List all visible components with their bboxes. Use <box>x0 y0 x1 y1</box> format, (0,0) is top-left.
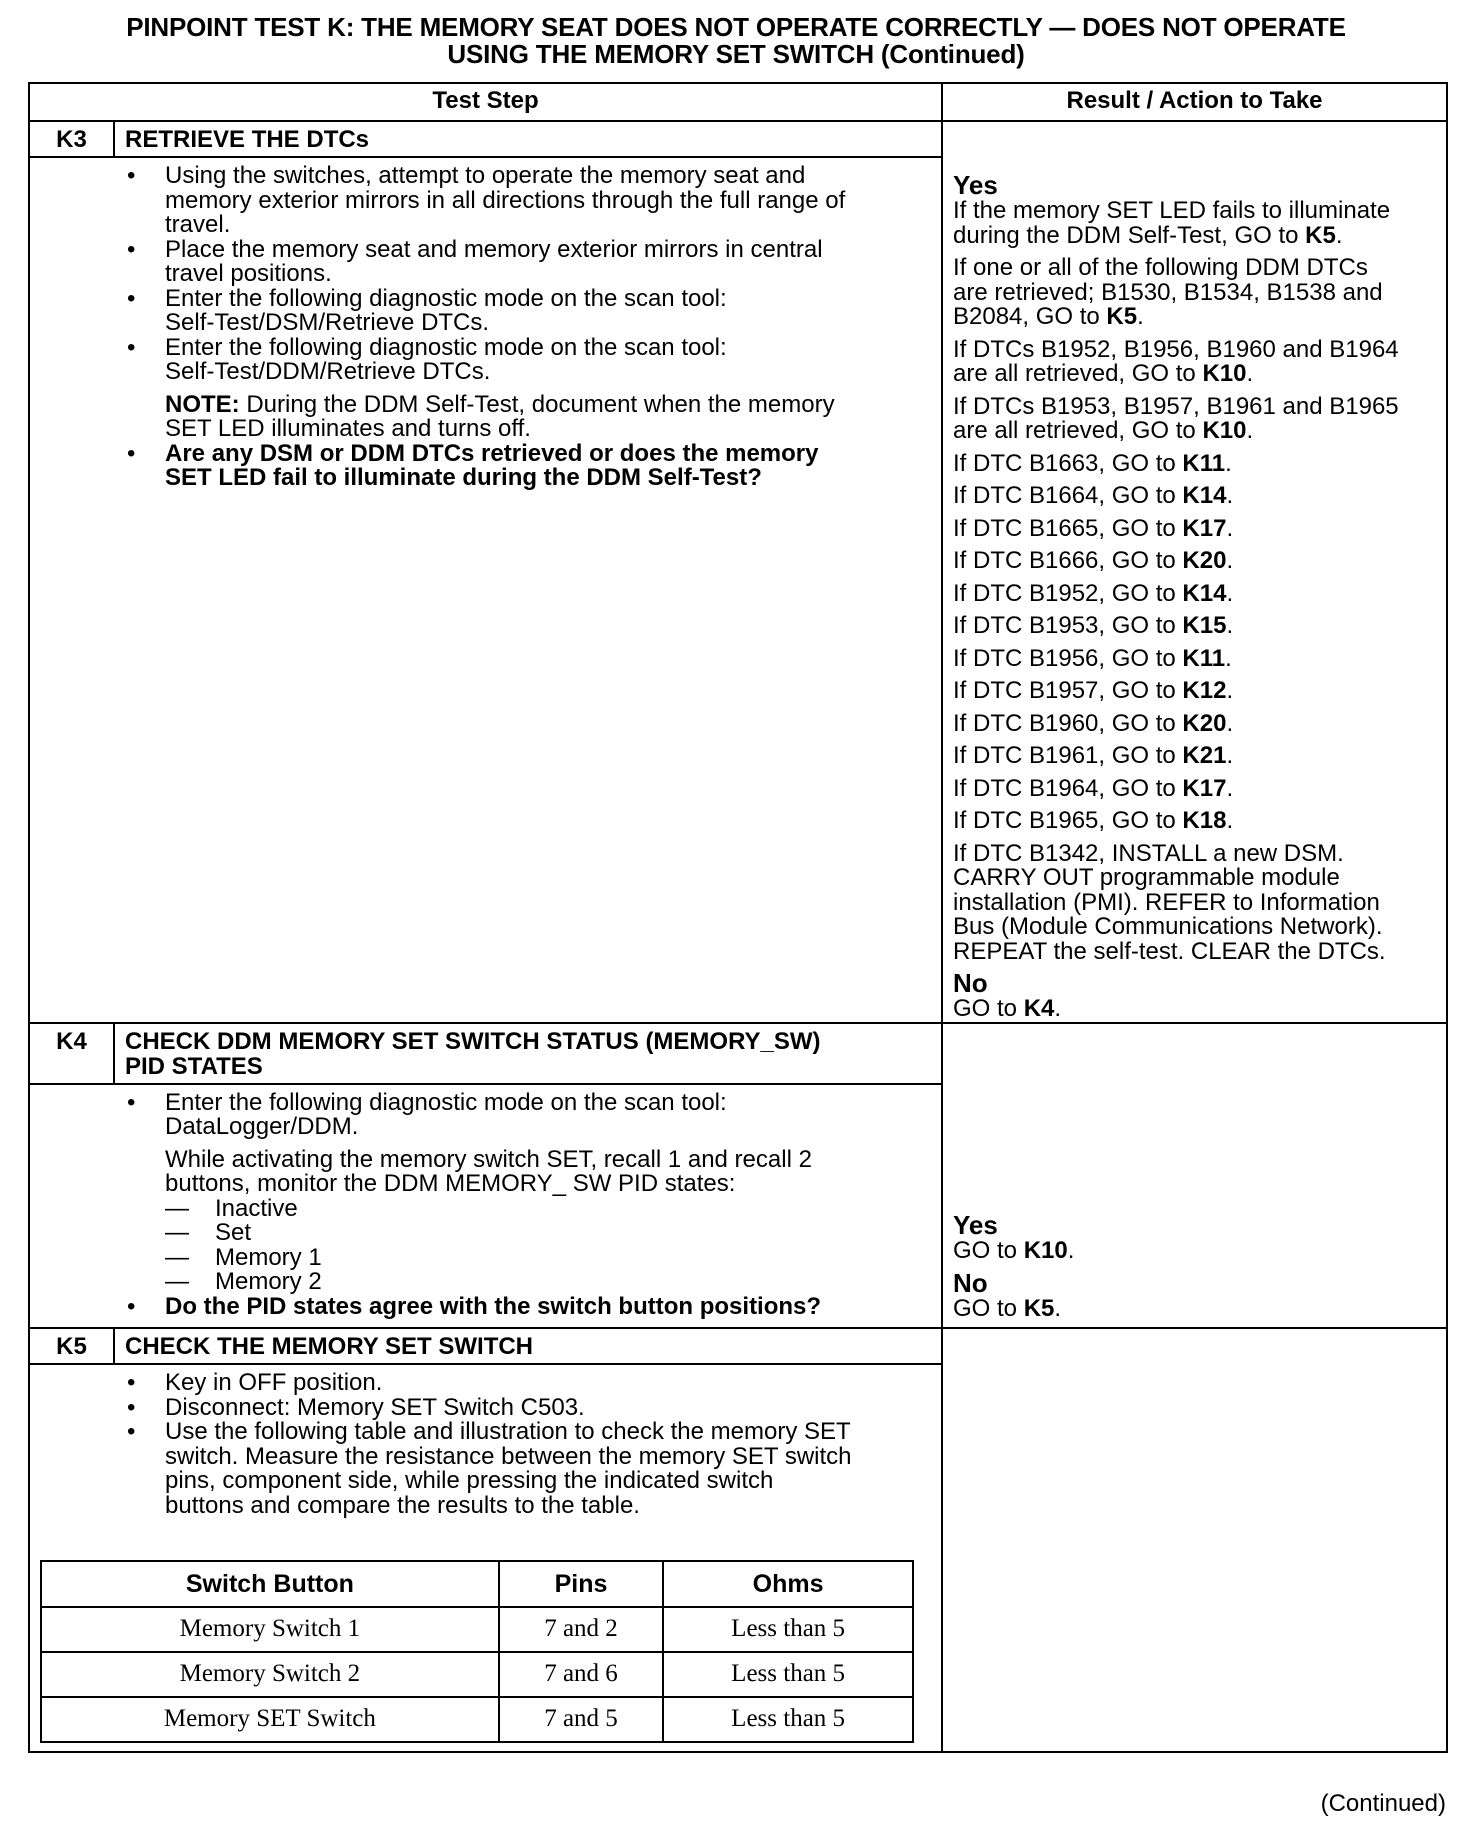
text-line <box>165 1088 941 1116</box>
text-segment: If DTC B1965, GO to <box>953 807 1183 834</box>
result-no-heading: No <box>953 1267 988 1298</box>
result-action <box>953 839 1436 965</box>
text-line <box>953 888 1436 916</box>
test-step-cell <box>30 1329 943 1751</box>
table-cell: 7 and 6 <box>499 1652 663 1697</box>
bullet-marker: • <box>127 1393 136 1421</box>
text-segment: If DTC B1961, GO to <box>953 742 1183 769</box>
text-segment: Memory 2 <box>215 1268 322 1295</box>
text-segment: . <box>1335 221 1343 249</box>
table-cell: Memory Switch 1 <box>41 1607 499 1652</box>
bold-text: K14 <box>1182 579 1227 607</box>
text-segment: Disconnect: Memory SET Switch C503. <box>165 1393 585 1421</box>
step-header <box>30 122 941 158</box>
text-line <box>165 333 941 361</box>
result-action <box>953 614 1436 639</box>
text-line <box>165 262 941 287</box>
text-segment: Use the following table and illustration to check the memory SET <box>165 1418 851 1445</box>
text-line <box>953 709 1436 737</box>
text-segment: DataLogger/DDM. <box>165 1113 359 1140</box>
text-line <box>953 278 1436 306</box>
text-segment: . <box>1054 995 1062 1022</box>
text-line <box>953 484 1436 509</box>
pinpoint-test-table <box>28 82 1448 1753</box>
bullet-item <box>115 333 941 385</box>
bold-text: K5 <box>1023 1294 1055 1322</box>
text-segment: If DTC B1666, GO to <box>953 547 1183 574</box>
column-header: Pins <box>499 1561 663 1607</box>
bold-text: K17 <box>1182 514 1227 542</box>
text-line <box>953 449 1436 477</box>
text-segment: . <box>1226 709 1234 737</box>
result-cell <box>943 1024 1446 1328</box>
step-row-k4 <box>30 1024 1446 1330</box>
result-action <box>953 709 1436 737</box>
note-item <box>115 1145 941 1197</box>
step-body <box>30 1085 941 1328</box>
bullet-item <box>115 284 941 336</box>
text-line <box>165 235 941 263</box>
step-header <box>30 1024 941 1085</box>
continued-label: (Continued) <box>1320 1790 1446 1817</box>
text-segment: SET LED illuminates and turns off. <box>165 415 531 442</box>
column-header: Ohms <box>663 1561 913 1607</box>
text-line <box>165 213 941 238</box>
text-segment: If DTCs B1953, B1957, B1961 and B1965 <box>953 392 1399 420</box>
step-title-line: CHECK DDM MEMORY SET SWITCH STATUS (MEMORY_SW) <box>125 1027 821 1055</box>
text-line <box>165 1420 941 1445</box>
text-segment: . <box>1225 644 1232 672</box>
bullet-marker: • <box>127 162 136 189</box>
text-segment: . <box>1226 742 1234 769</box>
bold-text: Do the PID states agree with the switch button positions? <box>165 1292 822 1320</box>
text-segment: Place the memory seat and memory exterior mirrors in central <box>165 235 823 263</box>
text-segment: If DTC B1665, GO to <box>953 514 1183 542</box>
step-header <box>30 1329 941 1365</box>
text-segment: memory exterior mirrors in all directions through the full range of <box>165 186 846 214</box>
text-line <box>953 579 1436 607</box>
text-segment: . <box>1226 677 1234 704</box>
step-title-line: RETRIEVE THE DTCs <box>125 126 370 153</box>
table-row <box>41 1607 913 1652</box>
text-line <box>165 1115 941 1140</box>
text-segment: If DTC B1952, GO to <box>953 579 1183 607</box>
dash-item <box>115 1243 941 1271</box>
text-segment: pins, component side, while pressing the indicated switch <box>165 1467 774 1494</box>
text-segment: . <box>1246 360 1254 387</box>
result-action <box>953 809 1436 834</box>
bold-text: K5 <box>1106 303 1138 330</box>
text-line <box>165 439 941 467</box>
text-line <box>953 1294 1436 1322</box>
text-segment: If the memory SET LED fails to illuminate <box>953 197 1391 224</box>
text-segment: If DTC B1957, GO to <box>953 677 1183 704</box>
text-line <box>215 1194 941 1222</box>
table-cell: Less than 5 <box>663 1607 913 1652</box>
bullet-marker: • <box>127 235 136 263</box>
text-segment: . <box>1226 807 1234 834</box>
text-segment: installation (PMI). REFER to Information <box>953 888 1380 916</box>
text-segment: . <box>1226 579 1234 607</box>
bold-text: K11 <box>1182 449 1226 477</box>
result-action <box>953 392 1436 444</box>
bold-text: K14 <box>1182 482 1227 509</box>
text-segment: Enter the following diagnostic mode on the scan tool: <box>165 284 727 312</box>
text-segment: If DTC B1964, GO to <box>953 774 1183 802</box>
bold-text: Are any DSM or DDM DTCs retrieved or does the memory <box>165 439 819 467</box>
dash-marker: — <box>165 1194 189 1222</box>
dash-item <box>115 1270 941 1295</box>
bold-text: NOTE: <box>165 390 240 418</box>
result-header: Result / Action to Take <box>1066 87 1323 114</box>
text-line <box>953 256 1436 281</box>
result-no-heading: No <box>953 968 988 998</box>
bold-text: K18 <box>1182 807 1227 834</box>
text-segment: If DTC B1960, GO to <box>953 709 1183 737</box>
text-line <box>953 937 1436 965</box>
text-line <box>953 392 1436 420</box>
text-line <box>165 1145 941 1173</box>
text-segment: REPEAT the self-test. CLEAR the DTCs. <box>953 937 1386 965</box>
text-segment: Using the switches, attempt to operate the memory seat and <box>165 162 806 189</box>
text-line <box>165 390 941 418</box>
text-segment: are all retrieved, GO to <box>953 360 1203 387</box>
text-line <box>165 1172 941 1197</box>
text-segment: are all retrieved, GO to <box>953 417 1203 444</box>
bullet-marker: • <box>127 1418 136 1445</box>
result-action <box>953 199 1436 248</box>
bullet-item <box>115 1292 941 1320</box>
text-segment: . <box>1226 547 1234 574</box>
text-line <box>953 774 1436 802</box>
text-line <box>953 744 1436 769</box>
step-title-line: PID STATES <box>125 1052 263 1080</box>
text-segment: . <box>1054 1294 1062 1322</box>
text-line <box>953 866 1436 891</box>
text-segment: buttons and compare the results to the table. <box>165 1491 640 1519</box>
text-segment: travel. <box>165 211 231 238</box>
table-header <box>30 84 1446 122</box>
result-action <box>953 1239 1436 1264</box>
bullet-item <box>115 439 941 491</box>
text-segment: If DTC B1953, GO to <box>953 612 1183 639</box>
text-line <box>165 360 941 385</box>
text-line <box>953 839 1436 867</box>
result-action <box>953 549 1436 574</box>
step-id: K5 <box>30 1329 115 1363</box>
step-title-line: CHECK THE MEMORY SET SWITCH <box>125 1333 534 1360</box>
step-title <box>115 1024 831 1083</box>
text-line <box>215 1221 941 1246</box>
text-line <box>953 335 1436 363</box>
step-id: K4 <box>30 1024 115 1083</box>
text-segment: GO to <box>953 1237 1024 1264</box>
text-line <box>953 419 1436 444</box>
result-action <box>953 997 1436 1022</box>
text-line <box>165 466 941 491</box>
test-step-cell <box>30 122 943 1022</box>
title-line: USING THE MEMORY SET SWITCH (Continued) <box>447 39 1025 69</box>
result-action <box>953 579 1436 607</box>
bold-text: K10 <box>1023 1237 1068 1264</box>
table-row <box>41 1697 913 1742</box>
text-segment: Set <box>215 1219 252 1246</box>
dash-item <box>115 1221 941 1246</box>
table-cell: 7 and 5 <box>499 1697 663 1742</box>
test-step-cell <box>30 1024 943 1328</box>
text-segment: buttons, monitor the DDM MEMORY_ SW PID states: <box>165 1170 736 1197</box>
text-segment: . <box>1067 1237 1075 1264</box>
bold-text: K10 <box>1202 360 1247 387</box>
text-line <box>953 514 1436 542</box>
text-segment: travel positions. <box>165 260 332 287</box>
result-action <box>953 514 1436 542</box>
text-segment: Memory 1 <box>215 1243 322 1271</box>
result-action <box>953 744 1436 769</box>
text-line <box>953 614 1436 639</box>
text-segment: . <box>1246 417 1254 444</box>
text-segment: during the DDM Self-Test, GO to <box>953 221 1306 249</box>
result-yes-heading: Yes <box>953 1210 998 1240</box>
table-cell: Less than 5 <box>663 1652 913 1697</box>
bold-text: K20 <box>1182 709 1227 737</box>
step-title <box>115 122 379 156</box>
text-segment: . <box>1226 482 1234 509</box>
text-line <box>165 1393 941 1421</box>
text-segment: B2084, GO to <box>953 303 1107 330</box>
text-line <box>215 1270 941 1295</box>
text-segment: If one or all of the following DDM DTCs <box>953 254 1368 281</box>
bullet-item <box>115 1371 941 1396</box>
text-line <box>953 809 1436 834</box>
bullet-item <box>115 1393 941 1421</box>
title-line: PINPOINT TEST K: THE MEMORY SEAT DOES NOT OPERATE CORRECTLY — DOES NOT OPERATE <box>126 12 1346 42</box>
table-cell: Memory Switch 2 <box>41 1652 499 1697</box>
text-line <box>953 362 1436 387</box>
text-segment: Self-Test/DDM/Retrieve DTCs. <box>165 358 491 385</box>
text-line <box>165 186 941 214</box>
step-row-k3 <box>30 122 1446 1024</box>
text-line <box>953 915 1436 940</box>
text-line <box>165 164 941 189</box>
result-action <box>953 1294 1436 1322</box>
bold-text: K11 <box>1182 644 1226 672</box>
table-cell: Memory SET Switch <box>41 1697 499 1742</box>
text-line <box>953 199 1436 224</box>
text-line <box>953 679 1436 704</box>
bullet-marker: • <box>127 284 136 312</box>
bullet-marker: • <box>127 333 136 361</box>
text-line <box>165 1371 941 1396</box>
text-segment: . <box>1226 612 1234 639</box>
bold-text: K5 <box>1305 221 1336 249</box>
text-segment: . <box>1225 449 1232 477</box>
text-segment: Enter the following diagnostic mode on the scan tool: <box>165 333 727 361</box>
step-body <box>30 1365 941 1751</box>
text-line <box>953 549 1436 574</box>
text-segment: If DTC B1956, GO to <box>953 644 1183 672</box>
bold-text: K12 <box>1182 677 1227 704</box>
step-row-k5 <box>30 1329 1446 1751</box>
text-segment: If DTC B1664, GO to <box>953 482 1183 509</box>
bullet-item <box>115 1088 941 1140</box>
table-header-row <box>41 1561 913 1607</box>
text-segment: If DTC B1663, GO to <box>953 449 1183 477</box>
bold-text: K15 <box>1182 612 1227 639</box>
text-segment: Inactive <box>215 1194 298 1222</box>
bold-text: K20 <box>1182 547 1227 574</box>
switch-resistance-table <box>40 1560 914 1743</box>
bullet-item <box>115 1420 941 1518</box>
dash-marker: — <box>165 1243 189 1271</box>
bullet-marker: • <box>127 1292 136 1320</box>
test-step-header: Test Step <box>30 84 943 120</box>
page-title <box>0 14 1472 68</box>
bold-text: K10 <box>1202 417 1247 444</box>
text-segment: Key in OFF position. <box>165 1369 383 1396</box>
text-line <box>165 1442 941 1470</box>
result-action <box>953 644 1436 672</box>
result-action <box>953 449 1436 477</box>
bullet-item <box>115 164 941 238</box>
text-line <box>165 1469 941 1494</box>
text-segment: are retrieved; B1530, B1534, B1538 and <box>953 278 1383 306</box>
bold-text: K17 <box>1182 774 1227 802</box>
table-row <box>41 1652 913 1697</box>
result-action <box>953 335 1436 387</box>
text-line <box>215 1243 941 1271</box>
bold-text: K4 <box>1023 995 1055 1022</box>
text-segment: . <box>1226 514 1234 542</box>
note-item <box>115 390 941 442</box>
result-action <box>953 679 1436 704</box>
text-segment: Enter the following diagnostic mode on the scan tool: <box>165 1088 727 1116</box>
bullet-marker: • <box>127 439 136 467</box>
result-action <box>953 484 1436 509</box>
text-segment: While activating the memory switch SET, recall 1 and recall 2 <box>165 1145 812 1173</box>
text-segment: . <box>1137 303 1144 330</box>
bullet-item <box>115 235 941 287</box>
bold-text: K21 <box>1182 742 1227 769</box>
text-segment: GO to <box>953 995 1024 1022</box>
text-line <box>953 997 1436 1022</box>
text-segment: If DTC B1342, INSTALL a new DSM. <box>953 839 1344 867</box>
text-line <box>953 221 1436 249</box>
text-segment: switch. Measure the resistance between the memory SET switch <box>165 1442 852 1470</box>
bullet-marker: • <box>127 1088 136 1116</box>
step-id: K3 <box>30 122 115 156</box>
text-line <box>953 1239 1436 1264</box>
text-segment: GO to <box>953 1294 1024 1322</box>
text-segment: During the DDM Self-Test, document when the memory <box>239 390 835 418</box>
step-title <box>115 1329 543 1363</box>
text-segment: Self-Test/DSM/Retrieve DTCs. <box>165 309 490 336</box>
step-body <box>30 158 941 499</box>
steps <box>30 122 1446 1751</box>
result-action <box>953 774 1436 802</box>
dash-marker: — <box>165 1219 189 1246</box>
column-header: Switch Button <box>41 1561 499 1607</box>
result-cell <box>943 1329 1446 1751</box>
dash-item <box>115 1194 941 1222</box>
text-line <box>953 305 1436 330</box>
text-line <box>953 644 1436 672</box>
text-segment: CARRY OUT programmable module <box>953 864 1340 891</box>
text-segment: Bus (Module Communications Network). <box>953 913 1383 940</box>
text-line <box>165 284 941 312</box>
text-line <box>165 417 941 442</box>
text-line <box>165 1292 941 1320</box>
result-cell <box>943 122 1446 1022</box>
table-cell: 7 and 2 <box>499 1607 663 1652</box>
text-line <box>165 311 941 336</box>
text-line <box>165 1491 941 1519</box>
text-segment: If DTCs B1952, B1956, B1960 and B1964 <box>953 335 1399 363</box>
result-action <box>953 256 1436 330</box>
table-cell: Less than 5 <box>663 1697 913 1742</box>
bold-text: SET LED fail to illuminate during the DDM Self-Test? <box>165 464 762 491</box>
dash-marker: — <box>165 1268 189 1295</box>
text-segment: . <box>1226 774 1234 802</box>
bullet-marker: • <box>127 1369 136 1396</box>
result-yes-heading: Yes <box>953 170 998 200</box>
